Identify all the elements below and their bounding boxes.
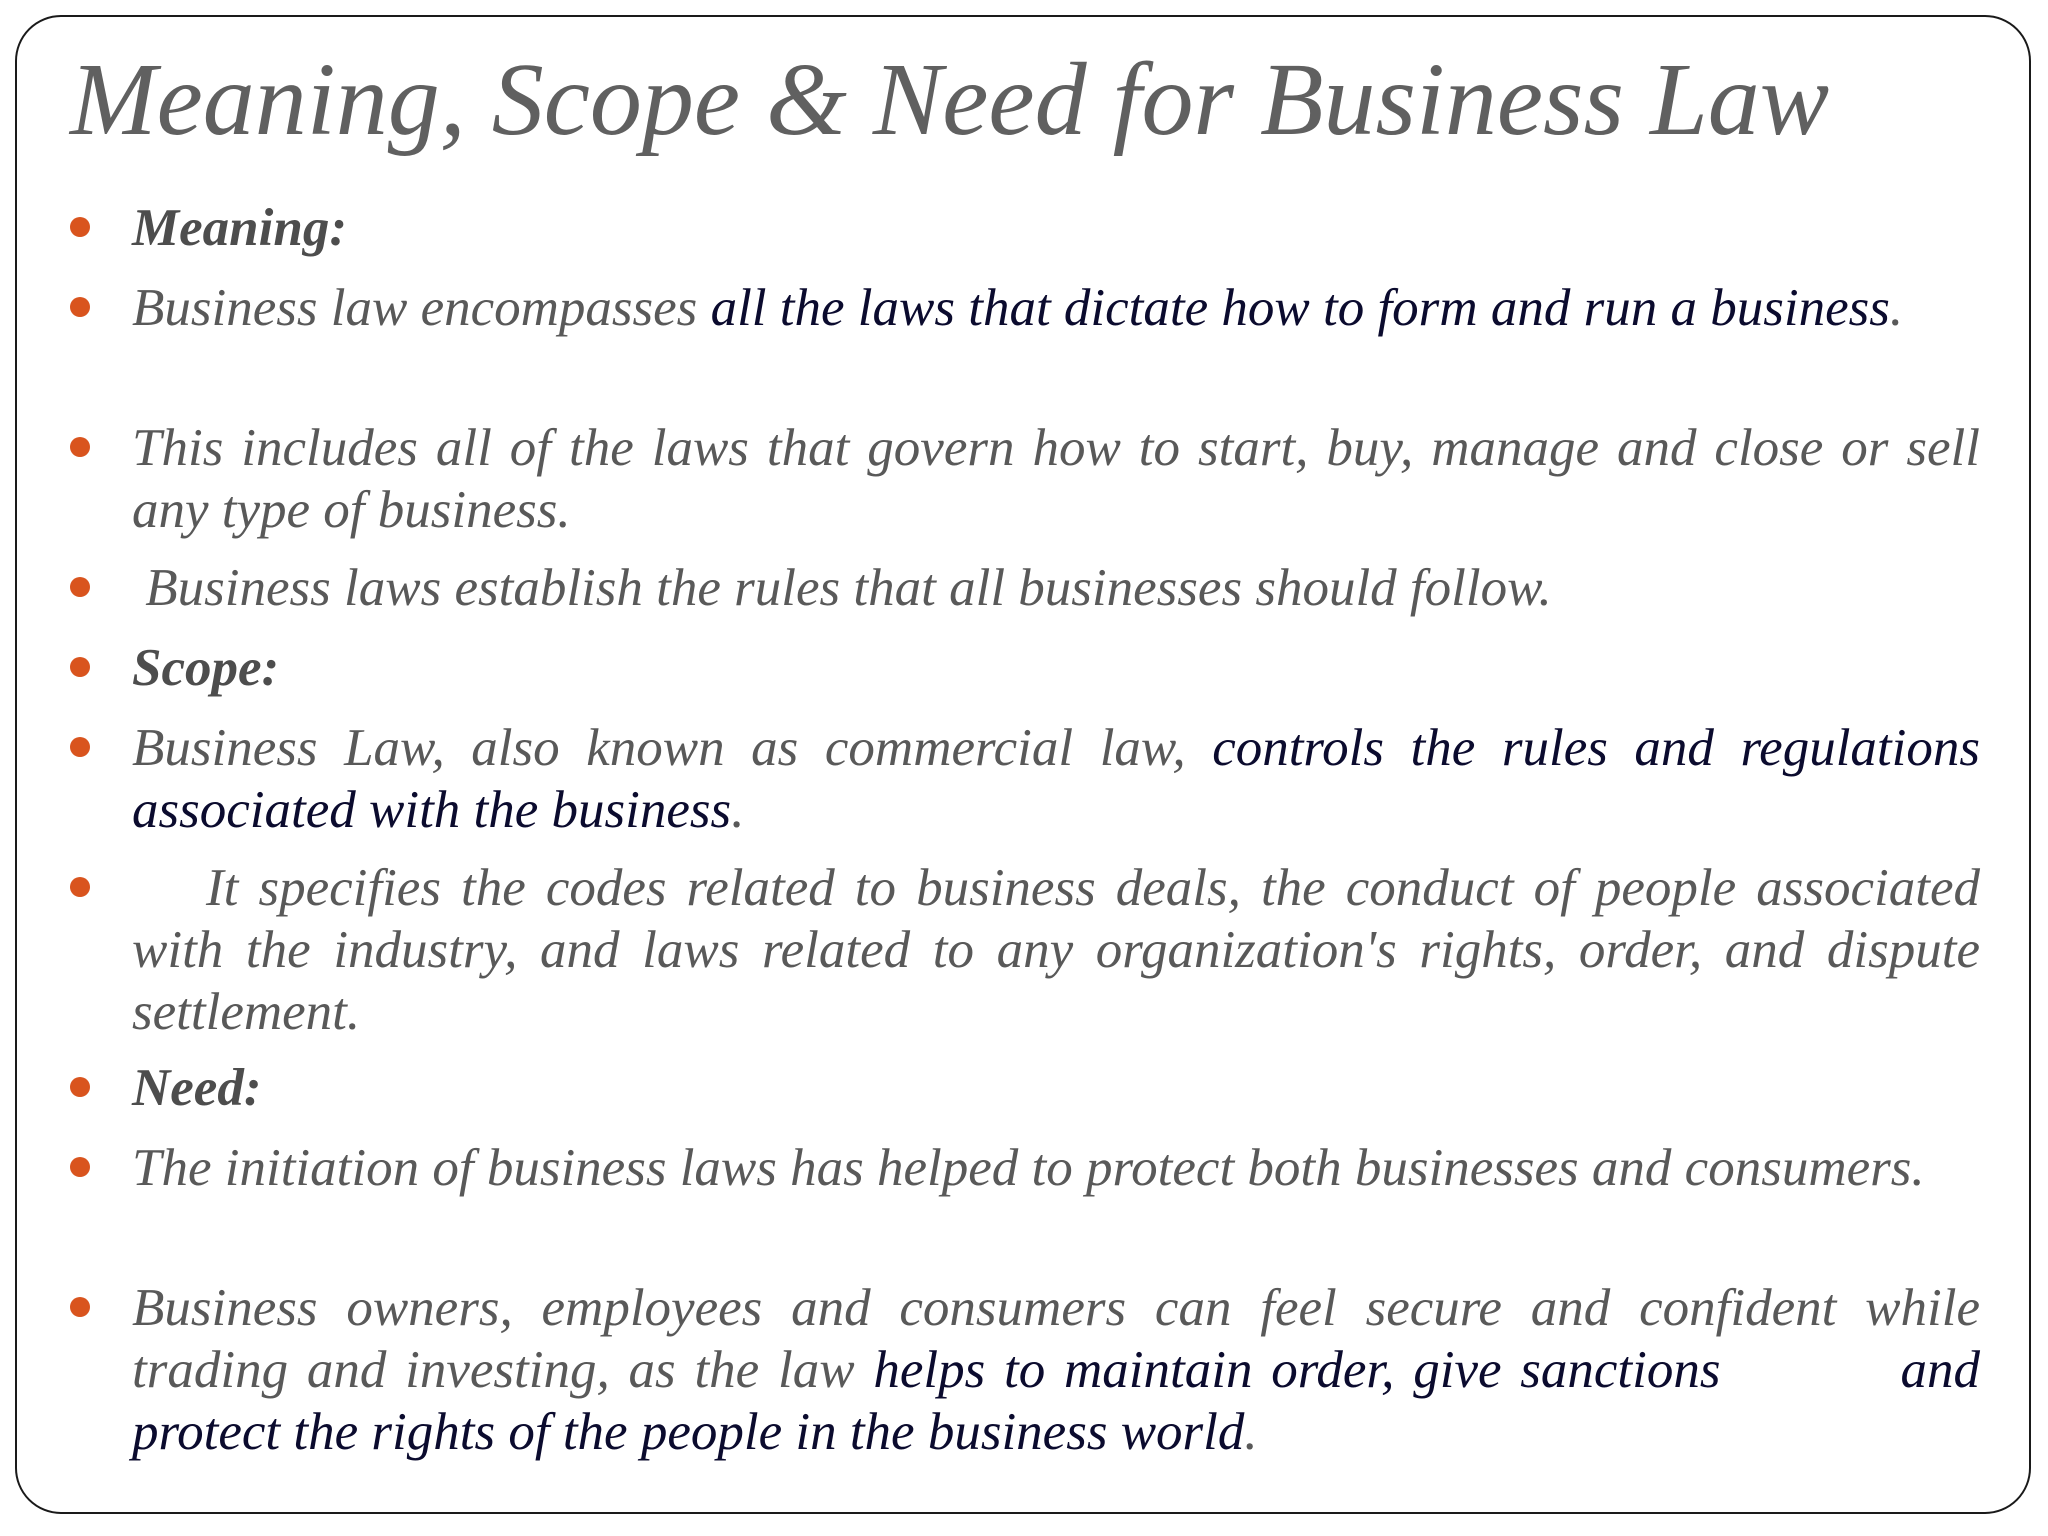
bullet-text: The initiation of business laws has helped to protect both businesses and consumers.	[132, 1139, 1925, 1197]
bullet-text-highlight: all the laws that dictate how to form and run a business	[710, 279, 1890, 337]
bullet-text	[132, 277, 1980, 339]
slide-title: Meaning, Scope & Need for Business Law	[70, 42, 1830, 157]
bullet-text-highlight: controls the rules and regulations associated with the business	[132, 719, 1980, 839]
meaning-heading: Meaning:	[132, 199, 347, 257]
bullet-dot-icon	[70, 1077, 90, 1097]
bullet-dot-icon	[70, 217, 90, 237]
bullet-dot-icon	[70, 737, 90, 757]
bullet-dot-icon	[70, 657, 90, 677]
bullet-dot-icon	[70, 437, 90, 457]
bullet-text	[132, 857, 1980, 1043]
need-heading: Need:	[132, 1059, 262, 1117]
bullet-text-highlight: and protect the rights of the people in the business world	[132, 1341, 1981, 1461]
bullet-text-part: .	[1244, 1403, 1258, 1461]
bullet-text	[132, 717, 1980, 841]
bullet-text-part: Business owners, employees and consumers can feel secure and confident while trading and investing, as the law	[132, 1279, 1980, 1399]
bullet-dot-icon	[70, 877, 90, 897]
scope-heading: Scope:	[132, 639, 280, 697]
bullet-dot-icon	[70, 1297, 90, 1317]
bullet-text-part: .	[1889, 279, 1904, 337]
bullet-text-highlight: helps to maintain order, give sanctions	[873, 1341, 1721, 1399]
bullet-text-part: It specifies the codes related to business deals, the conduct of people associated with the industry, and laws related to any organization's rights, order, and dispute settlement.	[132, 859, 1980, 1041]
bullet-dot-icon	[70, 1157, 90, 1177]
bullet-dot-icon	[70, 297, 90, 317]
bullet-text-part: Business law encompasses	[132, 279, 711, 337]
bullet-text-part: Business Law, also known as commercial law,	[132, 719, 1213, 777]
bullet-text-part: .	[731, 781, 745, 839]
bullet-dot-icon	[70, 577, 90, 597]
bullet-text	[132, 1277, 1980, 1463]
bullet-text: Business laws establish the rules that all businesses should follow.	[132, 559, 1552, 617]
bullet-text: This includes all of the laws that govern how to start, buy, manage and close or sell any type of business.	[132, 419, 1980, 539]
